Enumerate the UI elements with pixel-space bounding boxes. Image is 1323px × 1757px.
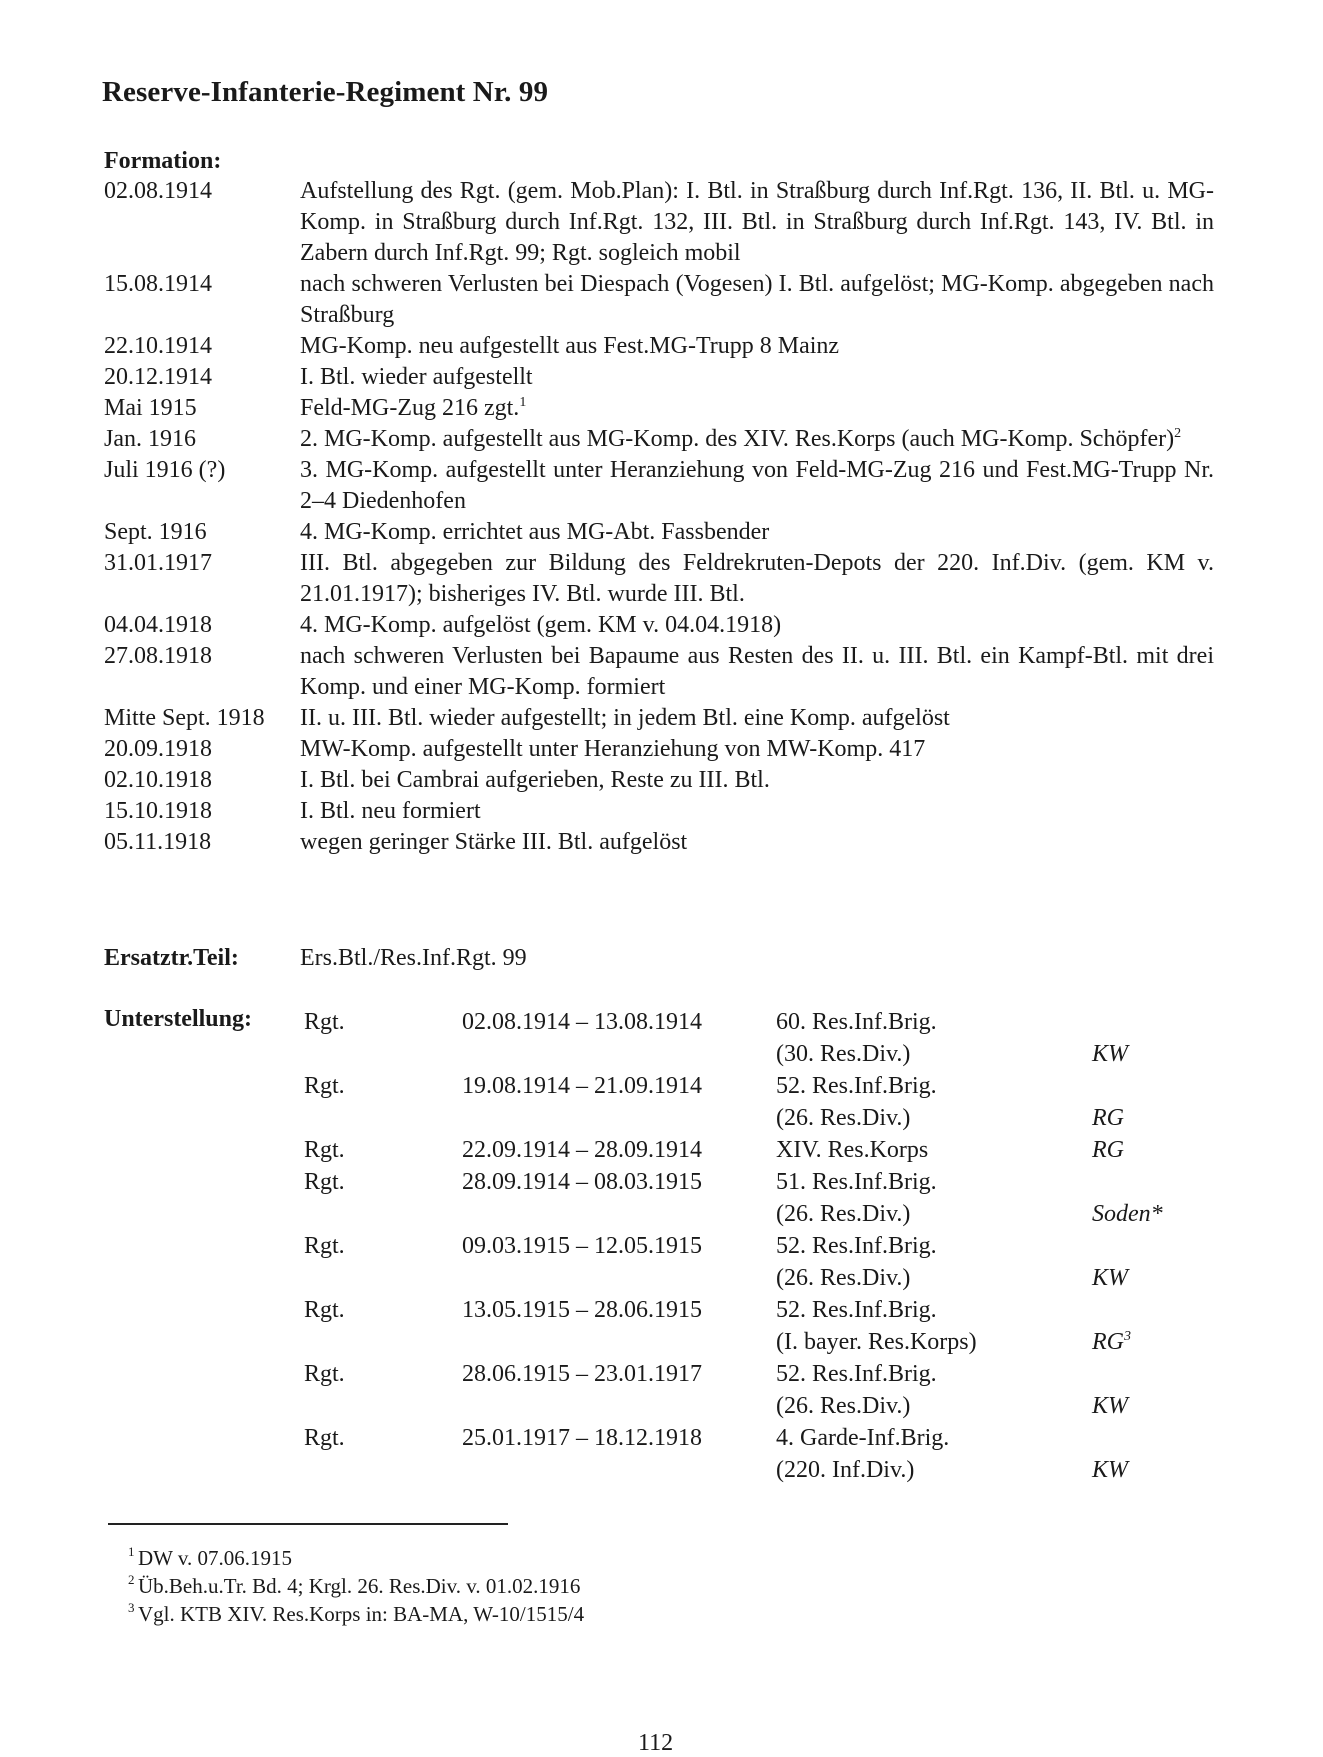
formation-row — [104, 393, 1214, 424]
formation-row — [104, 703, 1214, 734]
source-cell — [1092, 1390, 1128, 1422]
footnote — [128, 1600, 584, 1628]
unterstellung-label: Unterstellung: — [104, 1006, 252, 1032]
formation-row — [104, 362, 1214, 393]
formation-row — [104, 765, 1214, 796]
footnote-ref: 1 — [519, 395, 527, 410]
footnote-ref: 2 — [1174, 426, 1182, 441]
formation-row — [104, 734, 1214, 765]
source-cell — [1092, 1102, 1124, 1134]
formation-text — [300, 362, 1214, 393]
footnote-ref: 3 — [1124, 1329, 1131, 1344]
period-cell: 25.01.1917 – 18.12.1918 — [462, 1425, 702, 1451]
source-text: RG — [1092, 1105, 1124, 1131]
source-cell — [1092, 1326, 1131, 1358]
footnote — [128, 1572, 584, 1600]
formation-row — [104, 424, 1214, 455]
ersatz-section — [104, 945, 527, 972]
footnotes — [128, 1544, 584, 1628]
unit-cell: Rgt. — [304, 1009, 345, 1035]
formation-text-body: nach schweren Verlusten bei Bapaume aus Resten des II. u. III. Btl. ein Kampf-Btl. mit drei Komp. und einer MG-Komp. formiert — [300, 643, 1214, 700]
formation-date: 22.10.1914 — [104, 333, 212, 359]
formation-date: Juli 1916 (?) — [104, 457, 226, 483]
formation-date: Mai 1915 — [104, 395, 197, 421]
formation-date: 20.09.1918 — [104, 736, 212, 762]
footnote-text: DW v. 07.06.1915 — [138, 1546, 292, 1570]
source-text: RG — [1092, 1329, 1124, 1355]
formation-text — [300, 765, 1214, 796]
formation-text-body: MG-Komp. neu aufgestellt aus Fest.MG-Trupp 8 Mainz — [300, 333, 840, 359]
formation-text — [300, 703, 1214, 734]
formation-date: 20.12.1914 — [104, 364, 212, 390]
formation-text — [300, 517, 1214, 548]
source-text: RG — [1092, 1137, 1124, 1163]
source-cell — [1092, 1454, 1128, 1486]
unit-cell: Rgt. — [304, 1425, 345, 1451]
formation-row — [104, 610, 1214, 641]
formation-date: Jan. 1916 — [104, 426, 196, 452]
period-cell: 28.09.1914 – 08.03.1915 — [462, 1169, 702, 1195]
command-parent-cell: (26. Res.Div.) — [776, 1265, 911, 1291]
formation-text-body: 4. MG-Komp. aufgelöst (gem. KM v. 04.04.1918) — [300, 612, 782, 638]
command-cell: 4. Garde-Inf.Brig. — [776, 1425, 950, 1451]
unit-cell: Rgt. — [304, 1233, 345, 1259]
formation-row — [104, 517, 1214, 548]
formation-text-body: 3. MG-Komp. aufgestellt unter Heranziehung von Feld-MG-Zug 216 und Fest.MG-Trupp Nr. 2–4 Diedenhofen — [300, 457, 1214, 514]
formation-text-body: wegen geringer Stärke III. Btl. aufgelöst — [300, 829, 688, 855]
footnote-mark: 3 — [128, 1600, 135, 1615]
formation-text-body: 4. MG-Komp. errichtet aus MG-Abt. Fassbender — [300, 519, 770, 545]
formation-text — [300, 269, 1214, 331]
command-cell: 52. Res.Inf.Brig. — [776, 1361, 937, 1387]
ersatz-label: Ersatztr.Teil: — [104, 945, 239, 971]
period-cell: 13.05.1915 – 28.06.1915 — [462, 1297, 702, 1323]
unit-cell: Rgt. — [304, 1169, 345, 1195]
formation-date: Sept. 1916 — [104, 519, 207, 545]
source-cell — [1092, 1038, 1128, 1070]
formation-text-body: I. Btl. bei Cambrai aufgerieben, Reste zu III. Btl. — [300, 767, 770, 793]
formation-row — [104, 176, 1214, 269]
formation-date: 27.08.1918 — [104, 643, 212, 669]
formation-text — [300, 548, 1214, 610]
period-cell: 09.03.1915 – 12.05.1915 — [462, 1233, 702, 1259]
command-cell: 52. Res.Inf.Brig. — [776, 1073, 937, 1099]
period-cell: 22.09.1914 – 28.09.1914 — [462, 1137, 702, 1163]
formation-text — [300, 424, 1214, 455]
ersatz-value: Ers.Btl./Res.Inf.Rgt. 99 — [300, 945, 527, 971]
command-parent-cell: (26. Res.Div.) — [776, 1393, 911, 1419]
command-cell: 52. Res.Inf.Brig. — [776, 1297, 937, 1323]
period-cell: 19.08.1914 – 21.09.1914 — [462, 1073, 702, 1099]
command-cell: 51. Res.Inf.Brig. — [776, 1169, 937, 1195]
command-cell: 60. Res.Inf.Brig. — [776, 1009, 937, 1035]
footnote-text: Vgl. KTB XIV. Res.Korps in: BA-MA, W-10/1515/4 — [138, 1602, 585, 1626]
footnote — [128, 1544, 584, 1572]
footnote-divider — [108, 1523, 508, 1525]
formation-date: Mitte Sept. 1918 — [104, 705, 265, 731]
formation-text — [300, 393, 1214, 424]
page-title: Reserve-Infanterie-Regiment Nr. 99 — [102, 76, 549, 108]
formation-date: 31.01.1917 — [104, 550, 212, 576]
command-cell: 52. Res.Inf.Brig. — [776, 1233, 937, 1259]
formation-text-body: I. Btl. wieder aufgestellt — [300, 364, 533, 390]
command-parent-cell: (30. Res.Div.) — [776, 1041, 911, 1067]
formation-text — [300, 610, 1214, 641]
source-text: KW — [1092, 1457, 1128, 1483]
formation-text-body: II. u. III. Btl. wieder aufgestellt; in jedem Btl. eine Komp. aufgelöst — [300, 705, 950, 731]
formation-text — [300, 331, 1214, 362]
formation-text — [300, 176, 1214, 269]
command-parent-cell: (220. Inf.Div.) — [776, 1457, 915, 1483]
formation-text — [300, 734, 1214, 765]
footnote-text: Üb.Beh.u.Tr. Bd. 4; Krgl. 26. Res.Div. v. 01.02.1916 — [138, 1574, 581, 1598]
source-cell — [1092, 1262, 1128, 1294]
source-text: KW — [1092, 1393, 1128, 1419]
command-parent-cell: (26. Res.Div.) — [776, 1105, 911, 1131]
formation-date: 02.10.1918 — [104, 767, 212, 793]
formation-row — [104, 827, 1214, 858]
command-parent-cell: (26. Res.Div.) — [776, 1201, 911, 1227]
formation-text-body: III. Btl. abgegeben zur Bildung des Feldrekruten-Depots der 220. Inf.Div. (gem. KM v. 21.01.1917); bisheriges IV. Btl. wurde III. Btl. — [300, 550, 1214, 607]
unit-cell: Rgt. — [304, 1361, 345, 1387]
formation-date: 05.11.1918 — [104, 829, 212, 855]
unit-cell: Rgt. — [304, 1137, 345, 1163]
formation-text — [300, 455, 1214, 517]
formation-date: 02.08.1914 — [104, 178, 212, 204]
formation-text-body: I. Btl. neu formiert — [300, 798, 481, 824]
formation-text-body: 2. MG-Komp. aufgestellt aus MG-Komp. des XIV. Res.Korps (auch MG-Komp. Schöpfer) — [300, 426, 1175, 452]
formation-text-body: MW-Komp. aufgestellt unter Heranziehung von MW-Komp. 417 — [300, 736, 926, 762]
formation-row — [104, 548, 1214, 610]
period-cell: 02.08.1914 – 13.08.1914 — [462, 1009, 702, 1035]
command-cell: XIV. Res.Korps — [776, 1137, 929, 1163]
formation-text-body: nach schweren Verlusten bei Diespach (Vogesen) I. Btl. aufgelöst; MG-Komp. abgegeben nach Straßburg — [300, 271, 1214, 328]
formation-text-body: Aufstellung des Rgt. (gem. Mob.Plan): I. Btl. in Straßburg durch Inf.Rgt. 136, II. Btl. u. MG-Komp. in Straßburg durch Inf.Rgt. 132, III. Btl. in Straßburg durch Inf.Rgt. 143, IV. Btl. in Zabern durch Inf.Rgt. 99; Rgt. sogleich mobil — [300, 178, 1214, 266]
source-text: KW — [1092, 1041, 1128, 1067]
formation-heading: Formation: — [104, 148, 222, 174]
footnote-mark: 1 — [128, 1544, 135, 1559]
formation-row — [104, 641, 1214, 703]
page-number: 112 — [638, 1730, 674, 1756]
formation-row — [104, 796, 1214, 827]
formation-text — [300, 641, 1214, 703]
period-cell: 28.06.1915 – 23.01.1917 — [462, 1361, 702, 1387]
formation-text-body: Feld-MG-Zug 216 zgt. — [300, 395, 520, 421]
formation-date: 04.04.1918 — [104, 612, 212, 638]
formation-row — [104, 331, 1214, 362]
formation-row — [104, 269, 1214, 331]
formation-text — [300, 796, 1214, 827]
source-cell — [1092, 1134, 1124, 1166]
source-text: Soden* — [1092, 1201, 1163, 1227]
formation-row — [104, 455, 1214, 517]
formation-list — [104, 176, 1214, 858]
footnote-mark: 2 — [128, 1572, 135, 1587]
formation-date: 15.08.1914 — [104, 271, 212, 297]
formation-text — [300, 827, 1214, 858]
formation-date: 15.10.1918 — [104, 798, 212, 824]
unit-cell: Rgt. — [304, 1297, 345, 1323]
command-parent-cell: (I. bayer. Res.Korps) — [776, 1329, 977, 1355]
unit-cell: Rgt. — [304, 1073, 345, 1099]
source-text: KW — [1092, 1265, 1128, 1291]
source-cell — [1092, 1198, 1163, 1230]
